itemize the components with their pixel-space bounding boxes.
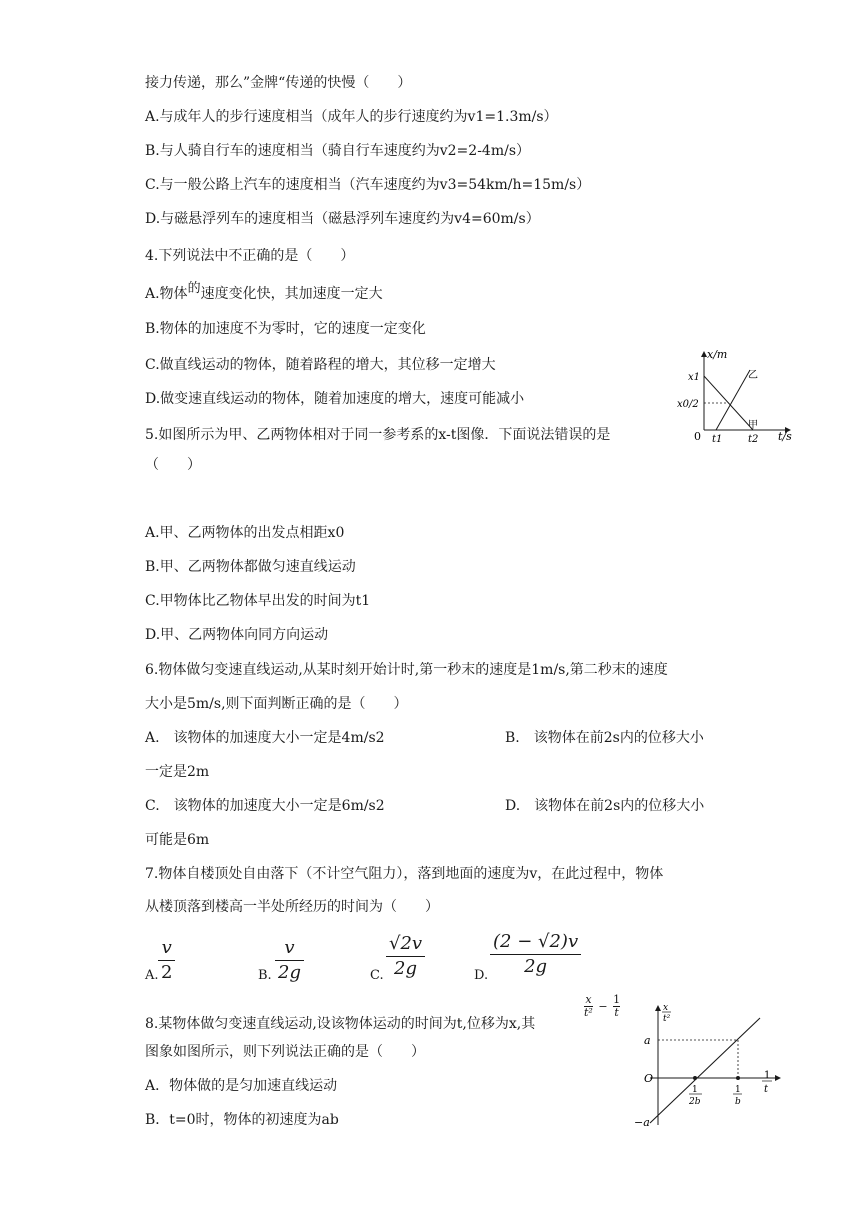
q5-option-d[interactable]: D.甲、乙两物体向同方向运动 xyxy=(145,627,329,643)
q7-option-b-label[interactable]: B. xyxy=(258,968,272,983)
q5-y-tick-x1: x1 xyxy=(688,372,701,383)
q8-x-tick-1-over-2b-den: 2b xyxy=(689,1097,701,1107)
q7-option-d-numerator: (2 − √2)v xyxy=(493,931,579,952)
q7-stem-line-1: 7.物体自楼顶处自由落下（不计空气阻力），落到地面的速度为v，在此过程中，物体 xyxy=(145,866,664,882)
q8-point-1-over-b xyxy=(736,1076,740,1080)
q4-option-d[interactable]: D.做变速直线运动的物体，随着加速度的增大，速度可能减小 xyxy=(145,391,525,407)
q7-option-a-fraction[interactable] xyxy=(158,936,175,985)
q7-option-c-numerator: √2v xyxy=(389,933,423,954)
q8-point-1-over-2b xyxy=(693,1076,697,1080)
q8-x-tick-1-over-b-num: 1 xyxy=(735,1085,741,1095)
q4-stem: 4.下列说法中不正确的是（ ） xyxy=(145,248,355,264)
q3-stem: 接力传递，那么”金牌“传递的快慢（ ） xyxy=(145,75,412,91)
q8-stem-line-2: 图象如图所示，则下列说法正确的是（ ） xyxy=(145,1044,425,1060)
q5-stem-bracket: （ ） xyxy=(145,457,201,473)
q6-option-b[interactable]: B. 该物体在前2s内的位移大小 xyxy=(505,730,704,746)
q4-option-a-suffix: 速度变化快，其加速度一定大 xyxy=(200,286,383,302)
q7-option-c-fraction[interactable] xyxy=(386,932,425,981)
q6-option-b-continued: 一定是2m xyxy=(145,764,210,780)
q8-y-axis-numerator: x xyxy=(663,1003,669,1013)
q6-option-c[interactable]: C. 该物体的加速度大小一定是6m/s2 xyxy=(145,798,385,814)
q8-y-axis-denominator: t² xyxy=(663,1014,671,1024)
q8-x-axis-denominator: t xyxy=(764,1084,769,1095)
q8-x-tick-1-over-2b-num: 1 xyxy=(692,1085,698,1095)
q8-y-label-neg-a: −a xyxy=(634,1116,650,1129)
q7-option-d-denominator: 2g xyxy=(490,954,581,979)
q3-option-b[interactable]: B.与人骑自行车的速度相当（骑自行车速度约为v2=2-4m/s） xyxy=(145,143,531,159)
q7-option-c-denominator: 2g xyxy=(386,956,425,981)
q5-option-b[interactable]: B.甲、乙两物体都做匀速直线运动 xyxy=(145,559,356,575)
q5-x-tick-t1: t1 xyxy=(712,434,723,445)
q8-stem-minus: − xyxy=(598,1000,608,1013)
q7-option-a-numerator: v xyxy=(161,937,172,958)
q8-stem-frac-1-num: x xyxy=(585,993,592,1006)
q8-option-a[interactable]: A．物体做的是匀加速直线运动 xyxy=(145,1078,338,1094)
q7-option-b-fraction[interactable] xyxy=(275,936,304,985)
q7-stem-line-2: 从楼顶落到楼高一半处所经历的时间为（ ） xyxy=(145,899,439,915)
q6-stem-line-1: 6.物体做匀变速直线运动,从某时刻开始计时,第一秒末的速度是1m/s,第二秒末的速度 xyxy=(145,662,668,678)
q8-stem-frac-1-den: t² xyxy=(584,1006,593,1019)
q6-option-d[interactable]: D. 该物体在前2s内的位移大小 xyxy=(505,798,705,814)
q8-stem-frac-2-num: 1 xyxy=(613,993,621,1006)
q4-option-b[interactable]: B.物体的加速度不为零时，它的速度一定变化 xyxy=(145,321,426,337)
q3-option-d[interactable]: D.与磁悬浮列车的速度相当（磁悬浮列车速度约为v4=60m/s） xyxy=(145,211,540,227)
q8-stem-frac-1 xyxy=(584,994,593,1019)
q6-stem-line-2: 大小是5m/s,则下面判断正确的是（ ） xyxy=(145,696,408,712)
q4-option-a-prefix: A.物体 xyxy=(145,286,188,302)
q7-option-d-fraction[interactable] xyxy=(490,930,581,979)
q5-option-c[interactable]: C.甲物体比乙物体早出发的时间为t1 xyxy=(145,593,371,609)
q8-data-line xyxy=(650,1018,760,1123)
q5-y-tick-x0-half: x0/2 xyxy=(677,399,699,410)
q8-x-axis-numerator: 1 xyxy=(764,1070,771,1081)
q5-option-a[interactable]: A.甲、乙两物体的出发点相距x0 xyxy=(145,525,345,541)
q8-stem-frac-2-den: t xyxy=(614,1006,619,1019)
q8-stem-line-1: 8.某物体做匀变速直线运动,设该物体运动的时间为t,位移为x,其 xyxy=(145,1016,536,1032)
q8-stem-frac-2 xyxy=(613,994,620,1019)
q5-stem: 5.如图所示为甲、乙两物体相对于同一参考系的x-t图像．下面说法错误的是 xyxy=(145,427,611,443)
q3-option-c[interactable]: C.与一般公路上汽车的速度相当（汽车速度约为v3=54km/h=15m/s） xyxy=(145,177,591,193)
q4-option-a-superscript: 的 xyxy=(187,281,201,296)
q7-option-d-label[interactable]: D. xyxy=(474,968,489,983)
q5-x-tick-t2: t2 xyxy=(748,434,759,445)
q8-origin-label: O xyxy=(644,1072,654,1085)
q7-option-b-numerator: v xyxy=(284,937,295,958)
q8-option-b[interactable]: B．t=0时，物体的初速度为ab xyxy=(145,1112,339,1128)
q8-y-label-a: a xyxy=(644,1034,651,1047)
q8-x-tick-1-over-b-den: b xyxy=(735,1097,741,1107)
q5-origin-label: 0 xyxy=(694,430,701,443)
q5-x-axis-label: t/s xyxy=(778,430,792,443)
q7-option-b-denominator: 2g xyxy=(275,960,304,985)
q7-option-a-label[interactable]: A. xyxy=(145,968,159,983)
q5-label-jia: 甲 xyxy=(748,420,758,431)
q4-option-c[interactable]: C.做直线运动的物体，随着路程的增大，其位移一定增大 xyxy=(145,357,496,373)
q7-option-c-label[interactable]: C. xyxy=(370,968,384,983)
q8-graph xyxy=(628,1000,788,1130)
q5-label-yi: 乙 xyxy=(748,370,758,381)
q5-xt-graph xyxy=(672,344,798,448)
q4-option-a[interactable] xyxy=(145,281,383,305)
q5-y-axis-label: x/m xyxy=(707,348,728,361)
q7-option-a-denominator: 2 xyxy=(158,960,175,985)
q3-option-a[interactable]: A.与成年人的步行速度相当（成年人的步行速度约为v1=1.3m/s） xyxy=(145,109,558,125)
q8-stem-inline-formula xyxy=(584,994,620,1019)
q6-option-a[interactable]: A. 该物体的加速度大小一定是4m/s2 xyxy=(145,730,385,746)
q6-option-d-continued: 可能是6m xyxy=(145,832,210,848)
